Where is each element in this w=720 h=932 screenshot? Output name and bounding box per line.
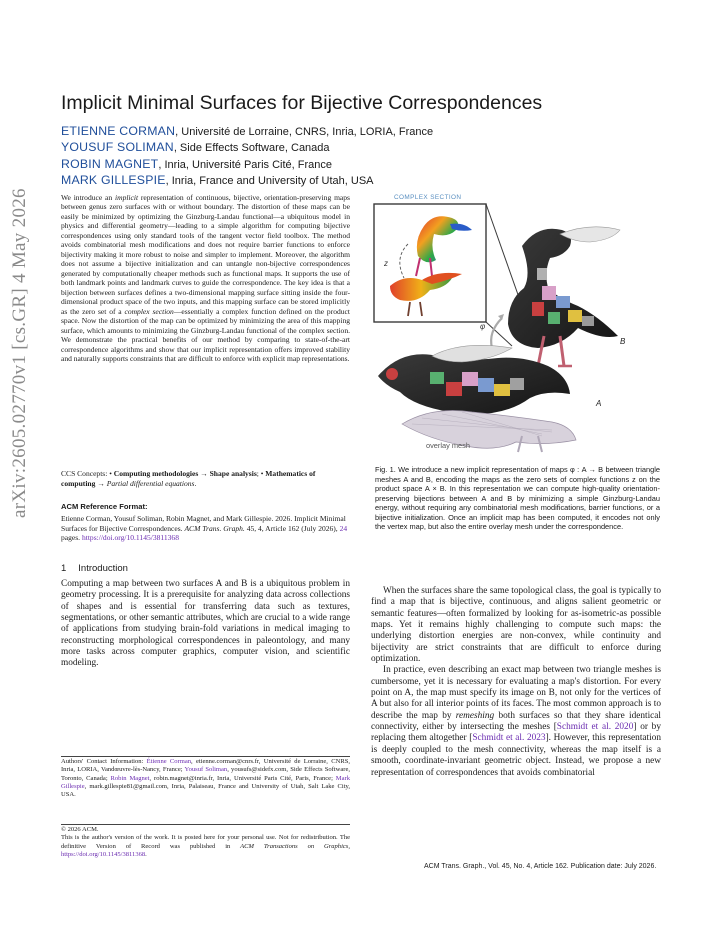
author-line	[61, 157, 433, 173]
author-link[interactable]: Mark Gillespie	[61, 774, 350, 790]
author-affiliation: , Inria, France and University of Utah, USA	[165, 174, 374, 187]
arxiv-stamp: arXiv:2605.02770v1 [cs.GR] 4 May 2026	[9, 188, 30, 518]
author-affiliation: , Side Effects Software, Canada	[173, 142, 330, 155]
doi-link[interactable]: https://doi.org/10.1145/3811368	[61, 850, 146, 858]
complex-section-inset	[374, 204, 486, 322]
author-link[interactable]: Étienne Corman	[146, 758, 192, 765]
copyright-footnote: © 2026 ACM. This is the author's version of the work. It is posted here for your personal use. Not for redistribution. The definitive Version of Record was published in ACM Transactions on Graphics, https://doi.org/10.1145/3811368.	[61, 826, 350, 858]
teaser-figure	[372, 186, 662, 456]
author-name[interactable]: YOUSUF SOLIMAN	[61, 140, 174, 155]
author-affiliation: , Université de Lorraine, CNRS, Inria, LORIA, France	[175, 126, 434, 138]
citation-link[interactable]: Schmidt et al. 2023	[472, 733, 546, 744]
right-column-text: When the surfaces share the same topological class, the goal is typically to find a map that is bijective, continuous, and aligns salient geometric or semantic features—often formalized by looking for as-isometric-as possible maps. Yet it remains highly challenging to compute such maps: the underlying distortion energies are non-convex, while continuity and bijectivity are strict constraints that are difficult to enforce during optimization. In practice, even describing an exact map between two triangle meshes is cumbersome, yet it is necessary for evaluating a map's distortion. For every point on A, the map must specify its image on B, not only for the vertices of A but also for all interior points of its faces. The most common approach is to describe the map by remeshing both surfaces so that they share identical connectivity, either by intersecting the meshes [Schmidt et al. 2020] or by replacing them altogether [Schmidt et al. 2023]. However, this representation is deeply coupled to the mesh connectivity, whereas the map itself is a smooth, coordinate-invariant geometric object. Instead, we propose a new representation of correspondences that avoids combinatorial	[371, 586, 661, 778]
complex-section-label: COMPLEX SECTION	[394, 194, 462, 201]
figure-illustration	[372, 186, 662, 456]
phi-label: φ	[480, 322, 486, 331]
abstract: We introduce an implicit representation of continuous, bijective, orientation-preserving maps between genus zero surfaces with or without boundary. The distortion of these maps can be easily be minimized by optimizing the Ginzburg-Landau functional—a ubiquitous model in physics and differential geometry—leading to a simple algorithm for computing bijective correspondences using only standard tools of the tangent vector field toolbox. The method avoids combinatorial mesh modifications and does not require barrier functions to enforce bijectivity making it more robust to noise and simpler to implement. Moreover, the algorithm does not assume a bijective initialization and can untangle non-bijective correspondences generated by computationally cheaper methods such as functional maps. It supports the use of both landmark points and landmark curves to guide the correspondence. The key idea is that a bijection between surfaces defines a two-dimensional mapping surface sitting inside the four-dimensional product space of the two inputs, and this mapping surface can be stored implicitly as the zero set of a complex section—essentially a complex function defined on the product space. Now the distortion of the map can be optimized by minimizing the area of this mapping surface, which amounts to minimizing the Ginzburg-Landau functional of the complex section. We demonstrate the practical benefits of our method by comparing to state-of-the-art correspondence algorithms and show that our implicit representation offers improved stability and naturally supports constraints that are difficult to enforce with explicit map representations.	[61, 193, 350, 363]
author-line	[61, 140, 433, 156]
author-link[interactable]: Yousuf Soliman	[184, 766, 228, 774]
ccs-concepts: CCS Concepts: • Computing methodologies → Shape analysis; • Mathematics of computing → Partial differential equations.	[61, 469, 316, 488]
label-b: B	[620, 337, 626, 346]
mesh-b-bird	[508, 227, 620, 366]
figure-caption: Fig. 1. We introduce a new implicit representation of maps φ : A → B between triangle meshes A and B, encoding the maps as the zero sets of complex functions z on the product space A × B. In this representation we can compute high-quality orientation-preserving bijections between A and B by minimizing a simple Ginzburg-Landau energy, without requiring any combinatorial mesh modifications, barrier functions, or a bijective initialization. Once an implicit map has been computed, it encodes not only the vertex map, but also the entire overlay mesh under the correspondence.	[375, 465, 660, 531]
label-a: A	[596, 399, 602, 408]
section-heading: 1 Introduction	[61, 563, 128, 574]
pages-link[interactable]: 24	[339, 523, 348, 533]
author-name[interactable]: MARK GILLESPIE	[61, 172, 166, 187]
contact-footnote: Authors' Contact Information: Étienne Corman, etienne.corman@cnrs.fr, Université de Lorraine, CNRS, Inria, LORIA, Vandœuvre-lès-Nancy, France; Yousuf Soliman, yousufs@sidefx.com, Side Effects Software, Toronto, Canada; Robin Magnet, robin.magnet@inria.fr, Inria, Université Paris Cité, Paris, France; Mark Gillespie, mark.gillespie81@gmail.com, Inria, Palaiseau, France and University of Utah, Salt Lake City, USA.	[61, 758, 350, 799]
z-label: z	[384, 259, 388, 268]
footnote-divider	[61, 756, 350, 757]
acm-reference: Etienne Corman, Yousuf Soliman, Robin Magnet, and Mark Gillespie. 2026. Implicit Minimal Surfaces for Bijective Correspondences. ACM Trans. Graph. 45, 4, Article 162 (July 2026), 24 pages. https://doi.org/10.1145/3811368	[61, 514, 348, 542]
author-name[interactable]: ETIENNE CORMAN	[61, 124, 176, 138]
overlay-mesh-label: overlay mesh	[426, 441, 470, 450]
author-affiliation: , Inria, Université Paris Cité, France	[158, 158, 332, 171]
citation-link[interactable]: Schmidt et al. 2020	[556, 722, 634, 733]
intro-paragraph: Computing a map between two surfaces A and B is a ubiquitous problem in geometry processing. It is a prerequisite for analyzing data across collections of shapes and is essential for transferring data such as textures, segmentations, or other semantic attributes, which are crucial to a wide range of applications from studying brain-fold variations in medical imaging to reconstructing morphological correspondences in paleontology, and many more tasks across computer graphics, computer vision, and scientific modeling.	[61, 579, 350, 669]
author-link[interactable]: Robin Magnet	[110, 774, 150, 782]
doi-link[interactable]: https://doi.org/10.1145/3811368	[81, 533, 179, 542]
author-list	[61, 124, 433, 189]
footnote-divider	[61, 824, 350, 825]
paper-title: Implicit Minimal Surfaces for Bijective Correspondences	[61, 92, 543, 114]
acm-reference-heading: ACM Reference Format:	[61, 502, 148, 511]
author-name[interactable]: ROBIN MAGNET	[61, 156, 159, 171]
author-line	[61, 124, 433, 140]
page-footer: ACM Trans. Graph., Vol. 45, No. 4, Article 162. Publication date: July 2026.	[424, 863, 657, 870]
